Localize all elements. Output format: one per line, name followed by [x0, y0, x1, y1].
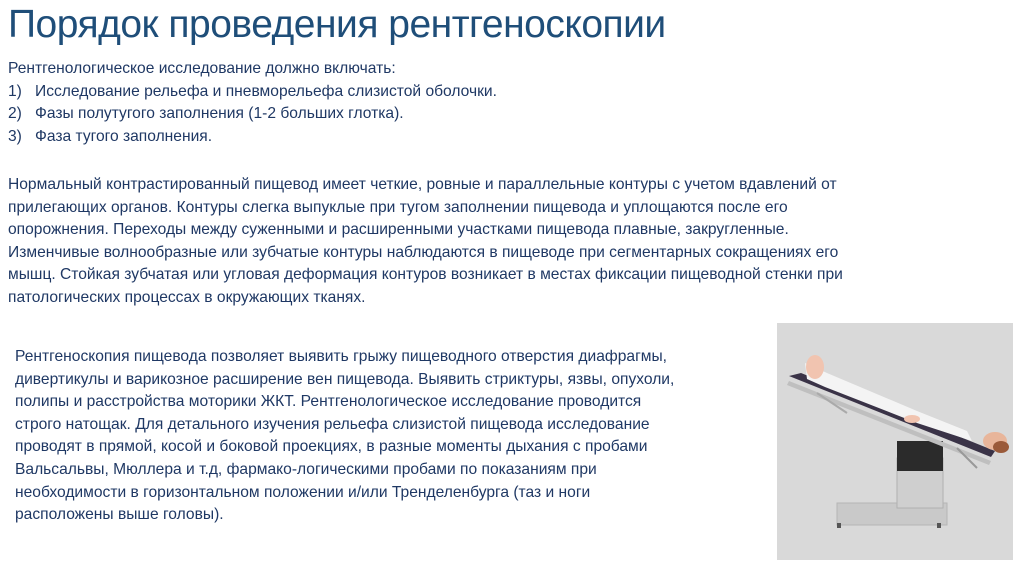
- list-text: Фазы полутугого заполнения (1-2 больших глотка).: [35, 105, 404, 122]
- list-item: [8, 81, 497, 104]
- normal-esophagus-paragraph: [8, 174, 1008, 310]
- list-item: [8, 103, 497, 126]
- slide-title: Порядок проведения рентгеноскопии: [8, 3, 666, 46]
- text-line: необходимости в горизонтальном положении и/или Тренделенбурга (таз и ноги: [15, 483, 591, 501]
- phase-list: [8, 81, 497, 149]
- text-line: Изменчивые волнообразные или зубчатые контуры наблюдаются в пищеводе при сегментарных сокращениях его: [8, 243, 839, 261]
- text-line: полипы и расстройства моторики ЖКТ. Рентгенологическое исследование проводится: [15, 393, 642, 411]
- text-line: прилегающих органов. Контуры слегка выпуклые при тугом заполнении пищевода и уплощаются после его: [8, 198, 788, 216]
- text-line: мышц. Стойкая зубчатая или угловая деформация контуров возникает в местах фиксации пищеводной стенки при: [8, 266, 843, 284]
- list-text: Фаза тугого заполнения.: [35, 127, 213, 145]
- fluoroscopy-paragraph: [15, 346, 775, 527]
- text-line: дивертикулы и варикозное расширение вен пищевода. Выявить стриктуры, язвы, опухоли,: [15, 370, 675, 388]
- text-line: Вальсальвы, Мюллера и т.д, фармако-логическими пробами по показаниям при: [15, 460, 597, 478]
- text-line: патологических процессах в окружающих тканях.: [8, 288, 366, 306]
- intro-lead: Рентгенологическое исследование должно включать:: [8, 60, 396, 77]
- list-number: 1): [8, 82, 22, 100]
- xray-table-photo: [777, 323, 1013, 560]
- patient-on-table-illustration: [777, 323, 1013, 560]
- list-number: 2): [8, 105, 22, 122]
- list-item: [8, 126, 497, 149]
- text-line: строго натощак. Для детального изучения рельефа слизистой пищевода исследование: [15, 415, 650, 433]
- text-line: проводят в прямой, косой и боковой проекциях, в разные моменты дыхания с пробами: [15, 438, 648, 456]
- text-line: расположены выше головы).: [15, 506, 224, 524]
- text-line: Рентгеноскопия пищевода позволяет выявить грыжу пищеводного отверстия диафрагмы,: [15, 348, 668, 365]
- intro-block: [8, 58, 497, 148]
- text-line: опорожнения. Переходы между суженными и расширенными участками пищевода плавные, закругленные.: [8, 221, 789, 239]
- list-number: 3): [8, 127, 22, 145]
- text-line: Нормальный контрастированный пищевод имеет четкие, ровные и параллельные контуры с учетом вдавлений от: [8, 176, 837, 193]
- list-text: Исследование рельефа и пневморельефа слизистой оболочки.: [35, 82, 497, 100]
